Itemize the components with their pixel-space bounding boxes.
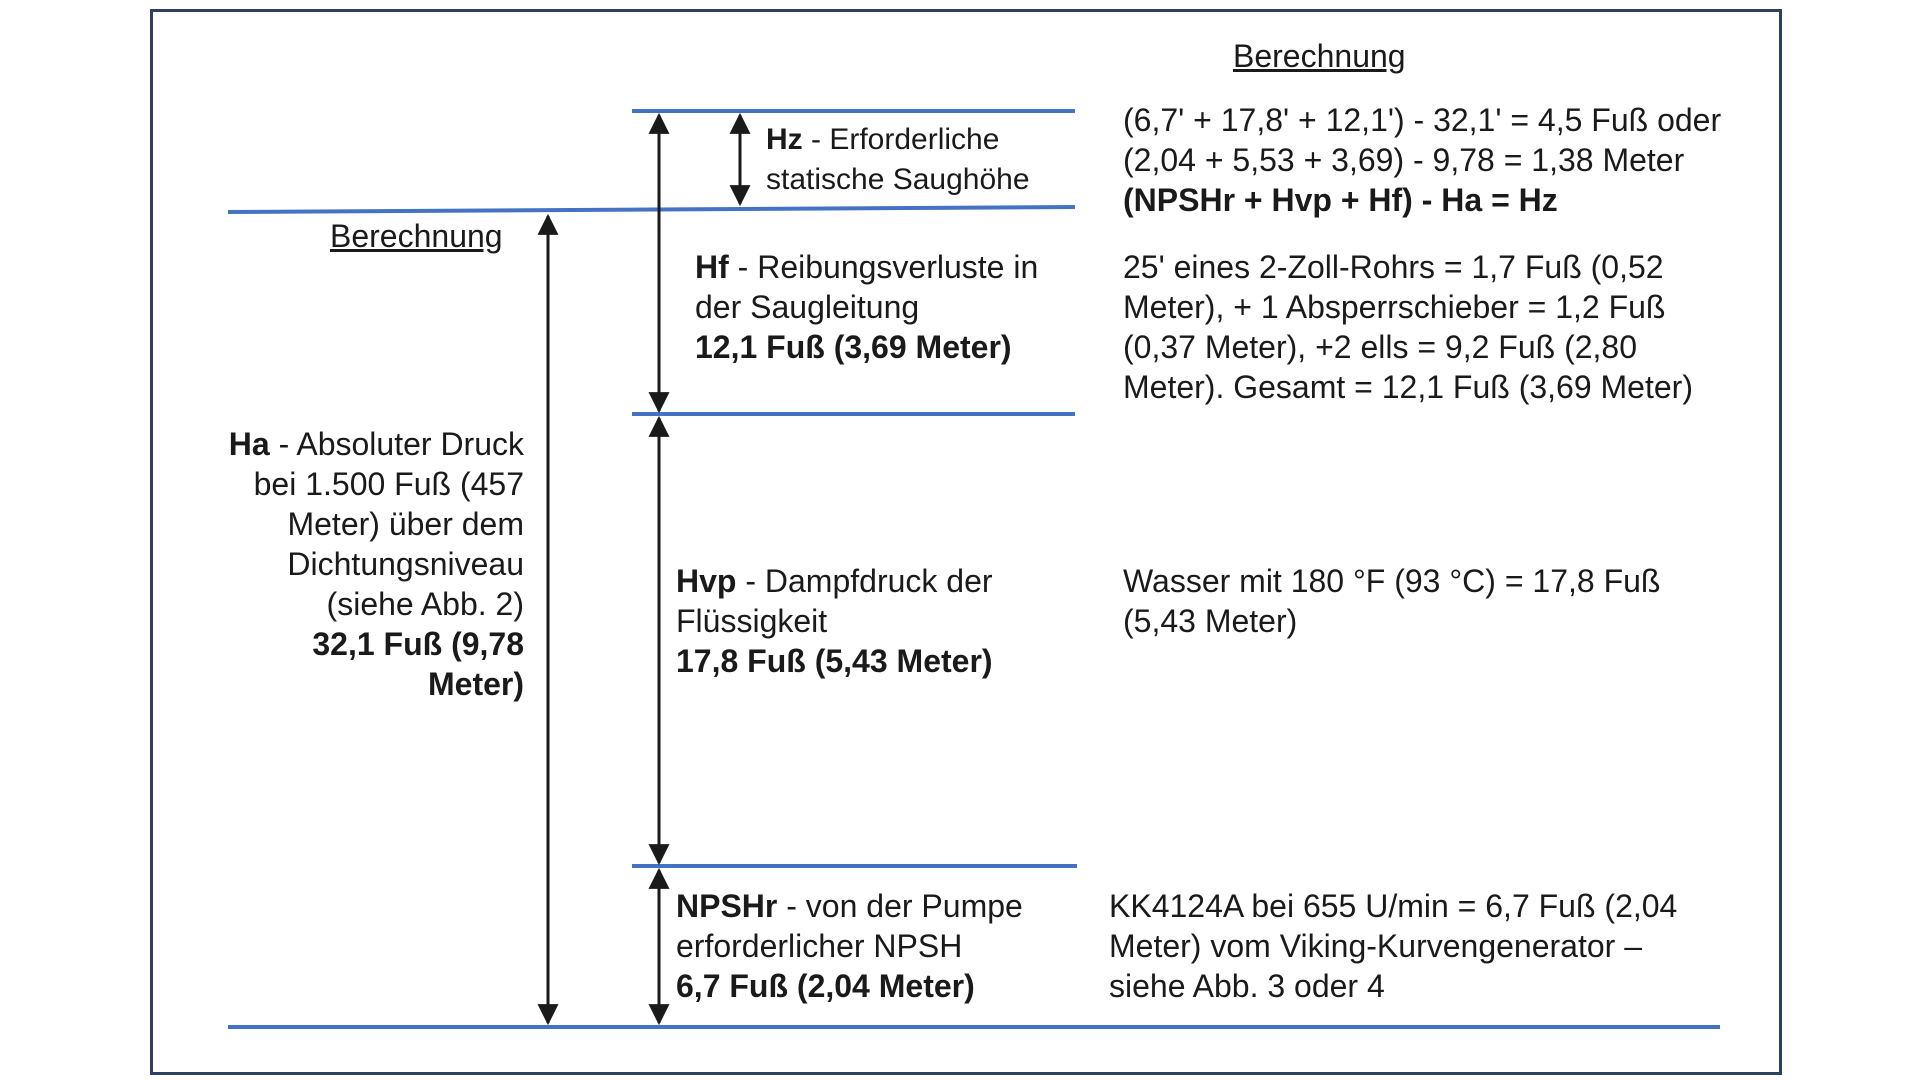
hz-label-line2: statische Saughöhe	[766, 163, 1030, 196]
ha-value-line2: Meter)	[427, 666, 524, 702]
npshr-calc-line: siehe Abb. 3 oder 4	[1109, 968, 1385, 1004]
hvp-label	[676, 561, 993, 681]
npshr-symbol: NPSHr	[676, 888, 778, 924]
hf-value: 12,1 Fuß (3,69 Meter)	[695, 329, 1012, 365]
npshr-calculation	[1109, 886, 1677, 1006]
npshr-calc-line: Meter) vom Viking-Kurvengenerator –	[1109, 928, 1642, 964]
hvp-calculation	[1123, 561, 1660, 641]
level-line-ha-top	[228, 207, 1075, 212]
ha-label-line1: - Absoluter Druck	[269, 426, 524, 462]
hvp-value: 17,8 Fuß (5,43 Meter)	[676, 643, 993, 679]
ha-symbol: Ha	[228, 426, 270, 462]
ha-label-line: bei 1.500 Fuß (457	[253, 466, 524, 502]
ha-label-line: Meter) über dem	[287, 506, 524, 542]
hf-label-line2: der Saugleitung	[695, 289, 920, 325]
ha-label	[229, 424, 524, 704]
hz-calc-line1: (6,7' + 17,8' + 12,1') - 32,1' = 4,5 Fuß oder	[1123, 102, 1722, 138]
heading-right: Berechnung	[1233, 38, 1406, 74]
hvp-calc-line1: Wasser mit 180 °F (93 °C) = 17,8 Fuß	[1123, 563, 1661, 599]
hf-calculation	[1123, 247, 1693, 407]
heading-left: Berechnung	[330, 218, 503, 254]
hf-calc-line: (0,37 Meter), +2 ells = 9,2 Fuß (2,80	[1123, 329, 1638, 365]
npshr-label-line1: - von der Pumpe	[777, 888, 1023, 924]
npshr-label	[676, 886, 1023, 1006]
hz-formula: (NPSHr + Hvp + Hf) - Ha = Hz	[1123, 182, 1558, 218]
hz-calculation	[1123, 100, 1721, 220]
npshr-label-line2: erforderlicher NPSH	[676, 928, 963, 964]
hvp-symbol: Hvp	[676, 563, 737, 599]
hz-symbol: Hz	[766, 123, 803, 156]
hf-calc-line: Meter), + 1 Absperrschieber = 1,2 Fuß	[1123, 289, 1666, 325]
hz-label-line1: - Erforderliche	[802, 123, 1000, 156]
npshr-value: 6,7 Fuß (2,04 Meter)	[676, 968, 975, 1004]
hz-label	[766, 120, 1030, 200]
hf-symbol: Hf	[695, 249, 729, 285]
hf-label	[695, 247, 1038, 367]
ha-label-line: Dichtungsniveau	[287, 546, 524, 582]
npshr-calc-line: KK4124A bei 655 U/min = 6,7 Fuß (2,04	[1109, 888, 1678, 924]
ha-value-line1: 32,1 Fuß (9,78	[312, 626, 524, 662]
hvp-label-line2: Flüssigkeit	[676, 603, 828, 639]
hz-calc-line2: (2,04 + 5,53 + 3,69) - 9,78 = 1,38 Meter	[1123, 142, 1685, 178]
hvp-label-line1: - Dampfdruck der	[736, 563, 993, 599]
hvp-calc-line2: (5,43 Meter)	[1123, 603, 1298, 639]
hf-calc-line: 25' eines 2-Zoll-Rohrs = 1,7 Fuß (0,52	[1123, 249, 1664, 285]
hf-label-line1: - Reibungsverluste in	[728, 249, 1039, 285]
hf-calc-line: Meter). Gesamt = 12,1 Fuß (3,69 Meter)	[1123, 369, 1693, 405]
ha-label-line: (siehe Abb. 2)	[326, 586, 524, 622]
